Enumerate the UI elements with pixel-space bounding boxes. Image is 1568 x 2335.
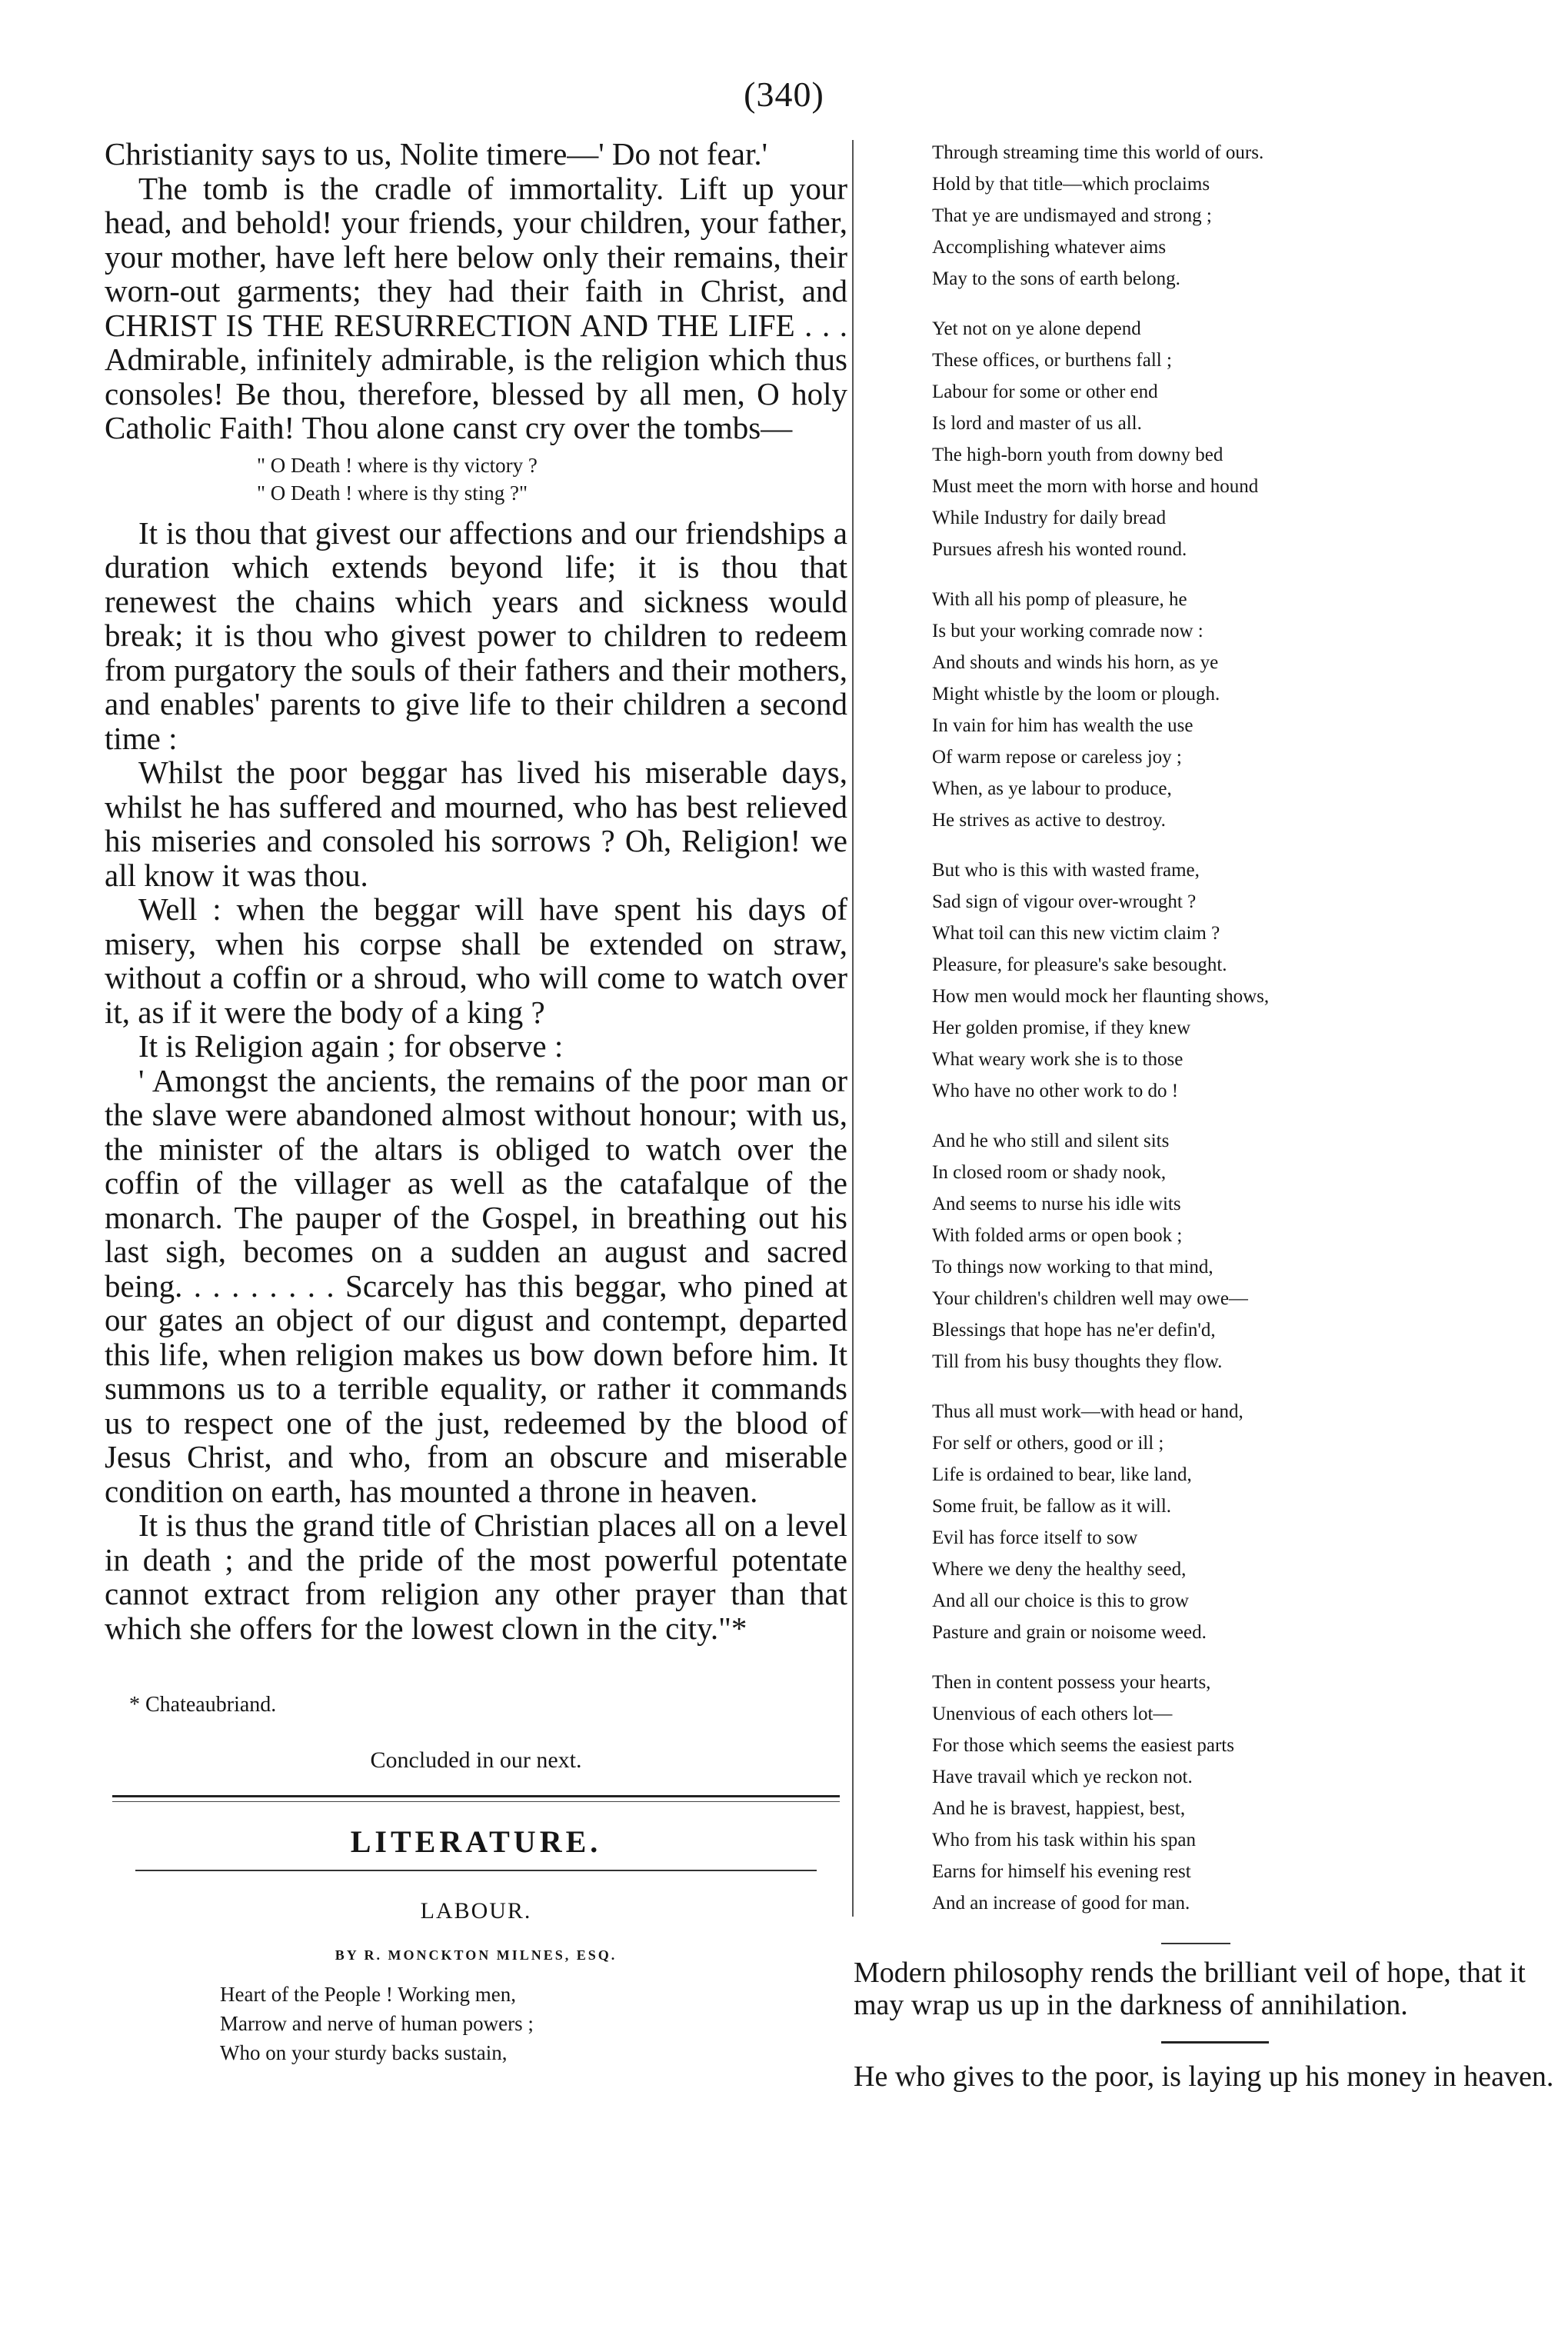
poem-line: But who is this with wasted frame, xyxy=(932,860,1200,881)
poem-line: Hold by that title—which proclaims xyxy=(932,174,1210,195)
paragraph: It is thou that givest our affections and our friendships a duration which extends beyond life; it is thou that renewest the chains which years and sickness would break; it is thou who givest power to children to redeem from purgatory the souls of their fathers and their mothers, and enables' parents to give life to their children a second time : xyxy=(105,515,847,756)
poem-line: While Industry for daily bread xyxy=(932,508,1167,528)
paragraph: It is Religion again ; for observe : xyxy=(138,1028,564,1064)
poem-line: And he who still and silent sits xyxy=(932,1131,1170,1151)
poem-line: For self or others, good or ill ; xyxy=(932,1433,1164,1454)
poem-line: With all his pomp of pleasure, he xyxy=(932,589,1187,610)
poem-line: Labour for some or other end xyxy=(932,381,1158,402)
poem-line: When, as ye labour to produce, xyxy=(932,778,1172,799)
paragraph: It is thus the grand title of Christian places all on a level in death ; and the pride of the most powerful potentate cannot extract from religion any other prayer than that which she offers for the lowest clown in the city."* xyxy=(105,1507,847,1646)
poem-line: May to the sons of earth belong. xyxy=(932,268,1180,289)
heading-rule xyxy=(135,1870,817,1871)
poem-line: Life is ordained to bear, like land, xyxy=(932,1464,1192,1485)
poem-line: And an increase of good for man. xyxy=(932,1893,1190,1914)
poem-line: In closed room or shady nook, xyxy=(932,1162,1167,1183)
poem-line: Evil has force itself to sow xyxy=(932,1527,1138,1548)
poem-line: Must meet the morn with horse and hound xyxy=(932,476,1259,497)
poem-line: Earns for himself his evening rest xyxy=(932,1861,1191,1882)
poem-title: LABOUR. xyxy=(420,1898,532,1924)
poem-line: What weary work she is to those xyxy=(932,1049,1183,1070)
poem-line: And he is bravest, happiest, best, xyxy=(932,1798,1186,1819)
poem-line: Her golden promise, if they knew xyxy=(932,1018,1191,1038)
poem-stanza xyxy=(932,1667,1516,1919)
poem-line: Unenvious of each others lot— xyxy=(932,1704,1173,1724)
poem-line: Is lord and master of us all. xyxy=(932,413,1142,434)
poem-byline: BY R. MONCKTON MILNES, ESQ. xyxy=(335,1947,618,1963)
poem-line: Who have no other work to do ! xyxy=(932,1081,1179,1101)
poem-line: Then in content possess your hearts, xyxy=(932,1672,1211,1693)
aphorisms xyxy=(854,1938,1561,2093)
poem-stanza xyxy=(932,137,1516,295)
poem-line: Pleasure, for pleasure's sake besought. xyxy=(932,954,1227,975)
paragraph: Whilst the poor beggar has lived his miserable days, whilst he has suffered and mourned, who has best relieved his miseries and consoled his sorrows ? Oh, Religion! we all know it was thou. xyxy=(105,754,847,893)
poem-line: Heart of the People ! Working men, xyxy=(220,1983,516,2006)
poem-line: Through streaming time this world of ours. xyxy=(932,142,1264,163)
poem-line: And all our choice is this to grow xyxy=(932,1591,1189,1611)
poem-stanza xyxy=(932,1396,1516,1648)
poem-line: Of warm repose or careless joy ; xyxy=(932,747,1182,768)
poem-line: Have travail which ye reckon not. xyxy=(932,1767,1193,1787)
poem-line: Sad sign of vigour over-wrought ? xyxy=(932,891,1197,912)
section-heading: LITERATURE. xyxy=(350,1824,602,1859)
scripture-quote xyxy=(105,451,847,507)
poem-stanza xyxy=(932,854,1516,1107)
poem-opening xyxy=(105,1980,847,2067)
quote-line: " O Death ! where is thy sting ?" xyxy=(257,481,528,505)
poem-line: Where we deny the healthy seed, xyxy=(932,1559,1187,1580)
poem-line: The high-born youth from downy bed xyxy=(932,445,1223,465)
page-number: (340) xyxy=(744,75,824,114)
quote-line: " O Death ! where is thy victory ? xyxy=(257,453,538,477)
column-divider xyxy=(852,140,854,1917)
poem-line: With folded arms or open book ; xyxy=(932,1225,1183,1246)
concluded-note: Concluded in our next. xyxy=(370,1747,582,1773)
ornament-rule xyxy=(1161,1943,1230,1944)
poem-line: What toil can this new victim claim ? xyxy=(932,923,1220,944)
poem-line: Pursues afresh his wonted round. xyxy=(932,539,1187,560)
poem-line: And seems to nurse his idle wits xyxy=(932,1194,1181,1214)
poem-stanza xyxy=(932,313,1516,565)
aphorism: He who gives to the poor, is laying up his money in heaven. xyxy=(854,2060,1554,2093)
section-divider xyxy=(112,1795,840,1802)
poem-line: For those which seems the easiest parts xyxy=(932,1735,1234,1756)
poem-line: Some fruit, be fallow as it will. xyxy=(932,1496,1172,1517)
poem-line: Who on your sturdy backs sustain, xyxy=(220,2041,508,2064)
poem-line: That ye are undismayed and strong ; xyxy=(932,205,1212,226)
poem-line: Marrow and nerve of human powers ; xyxy=(220,2012,534,2035)
poem-line: How men would mock her flaunting shows, xyxy=(932,986,1270,1007)
poem-line: Your children's children well may owe— xyxy=(932,1288,1248,1309)
poem-line: He strives as active to destroy. xyxy=(932,810,1166,831)
poem-line: Accomplishing whatever aims xyxy=(932,237,1167,258)
aphorism: Modern philosophy rends the brilliant veil of hope, that it may wrap us up in the darkness of annihilation. xyxy=(854,1957,1526,2021)
aphorism-divider xyxy=(1161,2041,1269,2044)
poem-line: Pasture and grain or noisome weed. xyxy=(932,1622,1207,1643)
poem-line: Thus all must work—with head or hand, xyxy=(932,1401,1243,1422)
poem-stanza xyxy=(932,1125,1516,1377)
footnote: * Chateaubriand. xyxy=(129,1693,277,1717)
poem-line: Yet not on ye alone depend xyxy=(932,318,1141,339)
poem-stanza xyxy=(932,584,1516,836)
poem-line: Who from his task within his span xyxy=(932,1830,1197,1850)
paragraph: ' Amongst the ancients, the remains of the poor man or the slave were abandoned almost without honour; with us, the minister of the altars is obliged to watch over the coffin of the villager as well as the catafalque of the monarch. The pauper of the Gospel, in breathing out his last sigh, becomes on a sudden an august and sacred being. . . . . . . . . Scarcely has this beggar, who pined at our gates an object of our digust and contempt, departed this life, when religion makes us bow down before him. It summons us to a terrible equality, or rather it commands us to respect one of the just, redeemed by the blood of Jesus Christ, and who, from an obscure and miserable condition on earth, has mounted a throne in heaven. xyxy=(105,1062,847,1509)
paragraph: Well : when the beggar will have spent his days of misery, when his corpse shall be extended on straw, without a coffin or a shroud, who will come to watch over it, as if it were the body of a king ? xyxy=(105,891,847,1030)
poem-line: Is but your working comrade now : xyxy=(932,621,1203,641)
poem-line: Might whistle by the loom or plough. xyxy=(932,684,1220,704)
paragraph: The tomb is the cradle of immortality. Lift up your head, and behold! your friends, your children, your father, your mother, have left here below only their remains, their worn-out garments; they had their faith in Christ, and CHRIST IS THE RESURRECTION AND THE LIFE . . . Admirable, infinitely admirable, is the religion which thus consoles! Be thou, therefore, blessed by all men, O holy Catholic Faith! Thou alone canst cry over the tombs— xyxy=(105,170,847,445)
poem-line: Blessings that hope has ne'er defin'd, xyxy=(932,1320,1216,1341)
left-column xyxy=(105,137,847,2067)
paragraph: Christianity says to us, Nolite timere—' Do not fear.' xyxy=(105,136,767,172)
poem-line: Till from his busy thoughts they flow. xyxy=(932,1351,1223,1372)
poem-line: To things now working to that mind, xyxy=(932,1257,1213,1277)
right-column xyxy=(932,137,1516,1937)
poem-line: And shouts and winds his horn, as ye xyxy=(932,652,1219,673)
poem-line: In vain for him has wealth the use xyxy=(932,715,1193,736)
poem-line: These offices, or burthens fall ; xyxy=(932,350,1172,371)
